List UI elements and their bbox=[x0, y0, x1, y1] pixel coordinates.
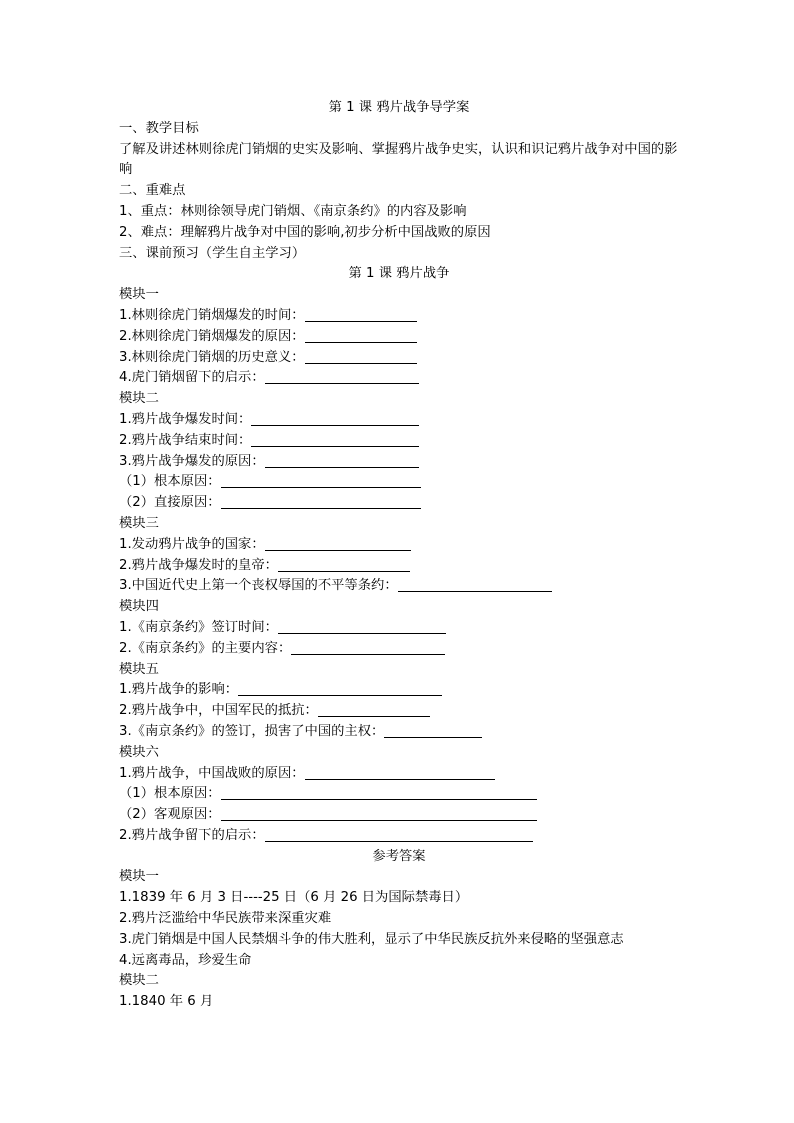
question-label: 2.鸦片战争结束时间： bbox=[119, 432, 252, 448]
module-title: 模块五 bbox=[119, 661, 159, 677]
answer-line: 4.远离毒品，珍爱生命 bbox=[119, 952, 252, 968]
question-row bbox=[119, 327, 679, 348]
question-label: （2）直接原因： bbox=[119, 495, 221, 511]
question-label: （1）根本原因： bbox=[119, 786, 221, 802]
answer-blank[interactable] bbox=[221, 806, 537, 821]
module-title: 模块四 bbox=[119, 599, 159, 615]
answer-blank[interactable] bbox=[305, 349, 417, 364]
question-label: 1.《南京条约》签订时间： bbox=[119, 619, 278, 635]
question-label: 1.鸦片战争，中国战败的原因： bbox=[119, 765, 305, 781]
goals-text: 了解及讲述林则徐虎门销烟的史实及影响、掌握鸦片战争史实，认识和识记鸦片战争对中国的影响 bbox=[119, 141, 678, 178]
question-row bbox=[119, 431, 679, 452]
question-row bbox=[119, 722, 679, 743]
question-row bbox=[119, 410, 679, 431]
question-row bbox=[119, 826, 679, 847]
question-label: 3.鸦片战争爆发的原因： bbox=[119, 453, 265, 469]
question-row bbox=[119, 348, 679, 369]
module-list bbox=[119, 285, 679, 847]
module-title: 模块三 bbox=[119, 515, 159, 531]
question-row bbox=[119, 805, 679, 826]
question-label: 1.鸦片战争爆发时间： bbox=[119, 411, 252, 427]
question-label: 3.《南京条约》的签订，损害了中国的主权： bbox=[119, 723, 385, 739]
question-row bbox=[119, 701, 679, 722]
answer-module-title: 模块二 bbox=[119, 973, 159, 989]
question-row bbox=[119, 493, 679, 514]
question-row bbox=[119, 452, 679, 473]
goals-heading: 一、教学目标 bbox=[119, 120, 199, 136]
question-label: 2.林则徐虎门销烟爆发的原因： bbox=[119, 328, 305, 344]
answer-blank[interactable] bbox=[278, 619, 446, 634]
keypoint-item: 2、难点：理解鸦片战争对中国的影响,初步分析中国战败的原因 bbox=[119, 224, 491, 240]
question-row bbox=[119, 535, 679, 556]
question-row bbox=[119, 368, 679, 389]
answer-blank[interactable] bbox=[398, 577, 552, 592]
question-row bbox=[119, 639, 679, 660]
answer-blank[interactable] bbox=[238, 681, 442, 696]
question-row bbox=[119, 556, 679, 577]
answer-blank[interactable] bbox=[278, 557, 410, 572]
preview-heading: 三、课前预习（学生自主学习） bbox=[119, 245, 306, 261]
keypoints-heading: 二、重难点 bbox=[119, 183, 186, 199]
keypoint-item: 1、重点：林则徐领导虎门销烟、《南京条约》的内容及影响 bbox=[119, 203, 467, 219]
answer-blank[interactable] bbox=[265, 369, 419, 384]
question-label: 4.虎门销烟留下的启示： bbox=[119, 370, 265, 386]
question-label: 1.林则徐虎门销烟爆发的时间： bbox=[119, 307, 305, 323]
question-label: 2.鸦片战争爆发时的皇帝： bbox=[119, 557, 278, 573]
document-page bbox=[119, 98, 679, 1013]
answer-blank[interactable] bbox=[265, 536, 411, 551]
answer-blank[interactable] bbox=[305, 765, 495, 780]
answer-line: 1.1840 年 6 月 bbox=[119, 994, 214, 1010]
question-row bbox=[119, 306, 679, 327]
question-row bbox=[119, 472, 679, 493]
answer-blank[interactable] bbox=[384, 723, 482, 738]
question-label: （1）根本原因： bbox=[119, 474, 221, 490]
question-row bbox=[119, 680, 679, 701]
answer-blank[interactable] bbox=[265, 827, 533, 842]
module-title: 模块二 bbox=[119, 391, 159, 407]
answer-blank[interactable] bbox=[221, 494, 421, 509]
question-label: 3.中国近代史上第一个丧权辱国的不平等条约： bbox=[119, 578, 398, 594]
question-row bbox=[119, 618, 679, 639]
answer-blank[interactable] bbox=[221, 785, 537, 800]
answer-blank[interactable] bbox=[251, 411, 419, 426]
answer-line: 1.1839 年 6 月 3 日----25 日（6 月 26 日为国际禁毒日） bbox=[119, 890, 469, 906]
answers-heading: 参考答案 bbox=[372, 848, 426, 864]
answer-blank[interactable] bbox=[265, 453, 419, 468]
answer-blank[interactable] bbox=[251, 432, 419, 447]
question-label: 1.鸦片战争的影响： bbox=[119, 682, 239, 698]
answer-blank[interactable] bbox=[318, 702, 430, 717]
module-title: 模块一 bbox=[119, 287, 159, 303]
answer-blank[interactable] bbox=[305, 307, 417, 322]
page-title: 第 1 课 鸦片战争导学案 bbox=[328, 100, 470, 115]
question-label: 1.发动鸦片战争的国家： bbox=[119, 536, 265, 552]
question-row bbox=[119, 784, 679, 805]
answer-blank[interactable] bbox=[305, 328, 417, 343]
answer-blank[interactable] bbox=[221, 473, 421, 488]
question-row bbox=[119, 576, 679, 597]
preview-subtitle: 第 1 课 鸦片战争 bbox=[348, 266, 450, 282]
answer-blank[interactable] bbox=[291, 640, 445, 655]
question-label: 2.鸦片战争留下的启示： bbox=[119, 827, 265, 843]
question-label: （2）客观原因： bbox=[119, 807, 221, 823]
question-label: 3.林则徐虎门销烟的历史意义： bbox=[119, 349, 305, 365]
answer-line: 2.鸦片泛滥给中华民族带来深重灾难 bbox=[119, 911, 332, 927]
answer-module-title: 模块一 bbox=[119, 869, 159, 885]
answer-line: 3.虎门销烟是中国人民禁烟斗争的伟大胜利，显示了中华民族反抗外来侵略的坚强意志 bbox=[119, 931, 624, 947]
question-label: 2.鸦片战争中，中国军民的抵抗： bbox=[119, 703, 318, 719]
question-row bbox=[119, 764, 679, 785]
question-label: 2.《南京条约》的主要内容： bbox=[119, 640, 292, 656]
module-title: 模块六 bbox=[119, 744, 159, 760]
